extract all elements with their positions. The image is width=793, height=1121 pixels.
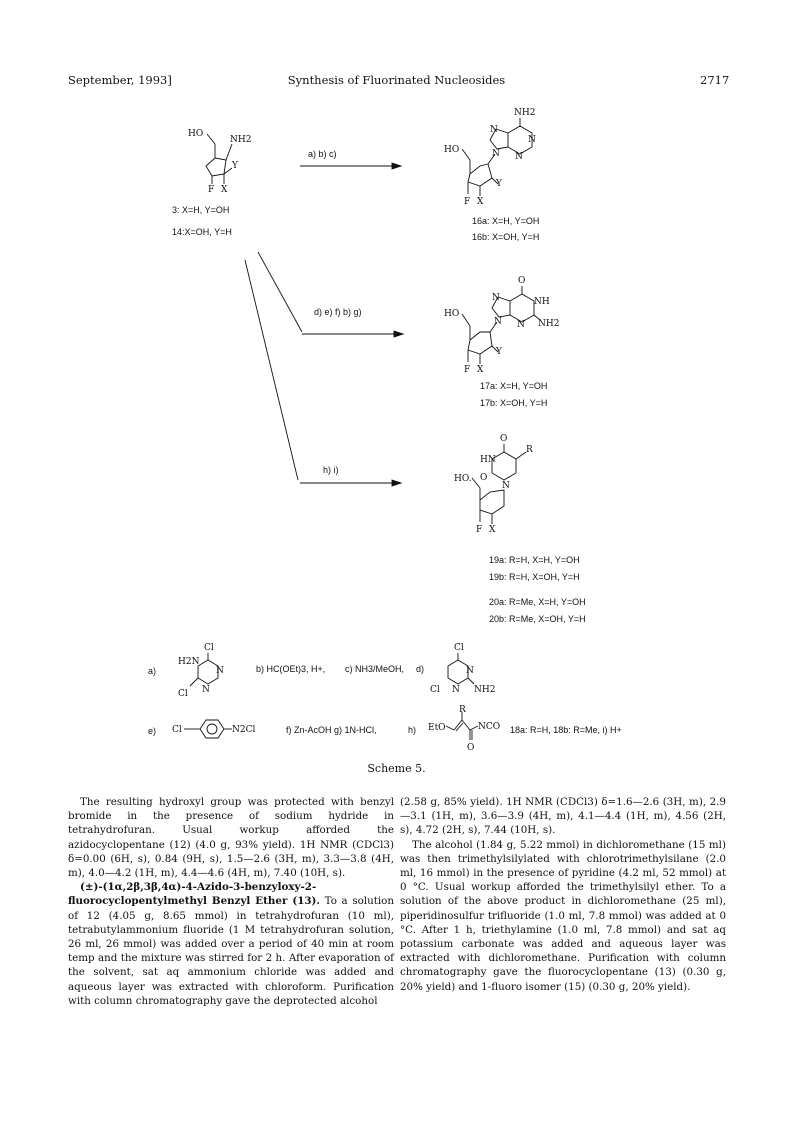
atom-x: X xyxy=(489,525,496,535)
atom-n: N xyxy=(216,666,224,676)
atom-cl: Cl xyxy=(172,725,182,735)
atom-o: O xyxy=(518,276,526,286)
label-compound-19b: 19b: R=H, X=OH, Y=H xyxy=(489,572,580,582)
structure-start-aminocyclopentane xyxy=(160,118,280,198)
reagent-d-label: d) xyxy=(416,664,425,674)
right-column xyxy=(400,795,726,994)
structure-guanine-nucleoside xyxy=(440,270,590,378)
atom-o: O xyxy=(500,434,508,444)
arrow-2-conditions: d) e) f) b) g) xyxy=(314,307,362,317)
atom-n: N xyxy=(517,320,525,330)
atom-n2cl: N2Cl xyxy=(232,725,256,735)
atom-n: N xyxy=(528,135,536,145)
atom-y: Y xyxy=(496,179,502,189)
reagent-h-tail: 18a: R=H, 18b: R=Me, i) H+ xyxy=(510,725,622,735)
reaction-arrow-1 xyxy=(300,160,402,172)
reagent-c: c) NH3/MeOH, xyxy=(345,664,405,674)
atom-n: N xyxy=(515,152,523,162)
atom-n: N xyxy=(452,685,460,695)
label-compound-16b: 16b: X=OH, Y=H xyxy=(472,232,540,242)
atom-n: N xyxy=(502,481,510,491)
atom-n: N xyxy=(490,125,498,135)
label-compound-20a: 20a: R=Me, X=H, Y=OH xyxy=(489,597,586,607)
branch-lines xyxy=(230,250,320,490)
atom-n: N xyxy=(492,293,500,303)
label-compound-17a: 17a: X=H, Y=OH xyxy=(480,381,548,391)
atom-nh2: NH2 xyxy=(474,685,496,695)
atom-f: F xyxy=(208,185,215,195)
atom-ho: HO xyxy=(188,129,204,139)
atom-x: X xyxy=(477,365,484,375)
atom-ho: HO xyxy=(444,145,460,155)
atom-r: R xyxy=(526,445,533,455)
atom-ho: HO xyxy=(444,309,460,319)
structure-reagent-d-aminodichloropyrimidine xyxy=(424,640,504,702)
atom-o: O xyxy=(480,473,488,483)
atom-cl: Cl xyxy=(204,643,214,653)
scheme-caption: Scheme 5. xyxy=(367,762,426,775)
label-compound-17b: 17b: X=OH, Y=H xyxy=(480,398,548,408)
structure-reagent-h-acryloyl-isocyanate xyxy=(428,706,504,752)
atom-f: F xyxy=(476,525,483,535)
atom-hn: HN xyxy=(480,455,496,465)
label-compound-14: 14:X=OH, Y=H xyxy=(172,227,232,237)
reaction-arrow-3 xyxy=(300,477,402,489)
atom-nco: NCO xyxy=(478,722,501,732)
page-number: 2717 xyxy=(700,73,730,87)
atom-nh2: NH2 xyxy=(230,135,252,145)
compound-13-heading: (±)-(1α,2β,3β,4α)-4-Azido-3-benzyloxy-2-fluorocyclopentylmethyl Benzyl Ether (13). xyxy=(68,881,320,908)
left-column xyxy=(68,795,394,1008)
atom-x: X xyxy=(221,185,228,195)
paragraph-nmr-continued: (2.58 g, 85% yield). 1H NMR (CDCl3) δ=1.6—2.6 (3H, m), 2.9—3.1 (1H, m), 3.6—3.9 (4H, m), 4.1—4.4 (1H, m), 4.56 (2H, s), 4.72 (2H, s), 7.44 (10H, s). xyxy=(400,796,726,837)
running-header-left: September, 1993] xyxy=(68,73,172,87)
paragraph-benzylation: The resulting hydroxyl group was protected with benzyl bromide in the presence of sodium hydride in tetrahydrofuran. Usual workup afforded the azidocyclopentane (12) (4.0 g, 93% yield). 1H NMR (CDCl3) δ=0.00 (6H, s), 0.84 (9H, s), 1.5—2.6 (3H, m), 3.3—3.8 (4H, m), 4.0—4.2 (1H, m), 4.4—4.6 (4H, m), 7.40 (10H, s). xyxy=(68,796,394,880)
label-compound-19a: 19a: R=H, X=H, Y=OH xyxy=(489,555,580,565)
reagent-e-label: e) xyxy=(148,726,157,736)
atom-cl: Cl xyxy=(178,689,188,699)
arrow-3-conditions: h) i) xyxy=(323,465,339,475)
reagent-h-label: h) xyxy=(408,725,417,735)
atom-cl: Cl xyxy=(430,685,440,695)
atom-nh2: NH2 xyxy=(538,319,560,329)
atom-f: F xyxy=(464,365,471,375)
structure-adenine-nucleoside xyxy=(440,102,580,210)
atom-nh: NH xyxy=(534,297,550,307)
label-compound-16a: 16a: X=H, Y=OH xyxy=(472,216,540,226)
reaction-arrow-2 xyxy=(302,328,404,340)
compound-13-procedure: To a solution of 12 (4.05 g, 8.65 mmol) in tetrahydrofuran (10 ml), tetrabutylammonium fluoride (1 M tetrahydrofuran solution, 26 ml, 26 mmol) was added over a period of 40 min at room temp and the mixture was stirred for 2 h. After evaporation of the solvent, sat aq ammonium chloride was added and aqueous layer was extracted with chloroform. Purification with column chromatography gave the deprotected alcohol xyxy=(68,895,394,1007)
atom-eto: EtO xyxy=(428,723,446,733)
reagent-a-label: a) xyxy=(148,666,157,676)
atom-h2n: H2N xyxy=(178,657,200,667)
atom-nh2: NH2 xyxy=(514,108,536,118)
atom-n: N xyxy=(202,685,210,695)
arrow-1-conditions: a) b) c) xyxy=(308,149,337,159)
structure-reagent-e-diazonium xyxy=(172,716,272,742)
atom-o: O xyxy=(467,743,475,753)
atom-ho-dot: HO. xyxy=(454,474,472,484)
label-compound-20b: 20b: R=Me, X=OH, Y=H xyxy=(489,614,586,624)
atom-f: F xyxy=(464,197,471,207)
atom-n: N xyxy=(494,317,502,327)
structure-reagent-a-dichloropyrimidine xyxy=(172,640,232,702)
atom-r: R xyxy=(459,705,466,715)
structure-pyrimidine-nucleoside xyxy=(452,430,572,538)
atom-x: X xyxy=(477,197,484,207)
reagent-b: b) HC(OEt)3, H+, xyxy=(256,664,326,674)
reagent-f-g: f) Zn-AcOH g) 1N-HCl, xyxy=(286,725,377,735)
atom-y: Y xyxy=(232,161,238,171)
running-header-title: Synthesis of Fluorinated Nucleosides xyxy=(287,73,506,87)
paragraph-fluorination: The alcohol (1.84 g, 5.22 mmol) in dichloromethane (15 ml) was then trimethylsilylated with chlorotrimethylsilane (2.0 ml, 16 mmol) in the presence of pyridine (4.2 ml, 52 mmol) at 0 °C. Usual workup afforded the trimethylsilyl ether. To a solution of the above product in dichloromethane (25 ml), piperidinosulfur trifluoride (1.0 ml, 7.8 mmol) was added at 0 °C. After 1 h, triethylamine (1.0 ml, 7.8 mmol) and sat aq potassium carbonate was added and aqueous layer was extracted with dichloromethane. Purification with column chromatography gave the fluorocyclopentane (13) (0.30 g, 20% yield) and 1-fluoro isomer (15) (0.30 g, 20% yield). xyxy=(400,838,726,993)
paragraph-compound-13 xyxy=(68,880,394,1008)
atom-y: Y xyxy=(496,347,502,357)
atom-n: N xyxy=(492,149,500,159)
atom-cl: Cl xyxy=(454,643,464,653)
label-compound-3: 3: X=H, Y=OH xyxy=(172,205,230,215)
atom-n: N xyxy=(466,666,474,676)
